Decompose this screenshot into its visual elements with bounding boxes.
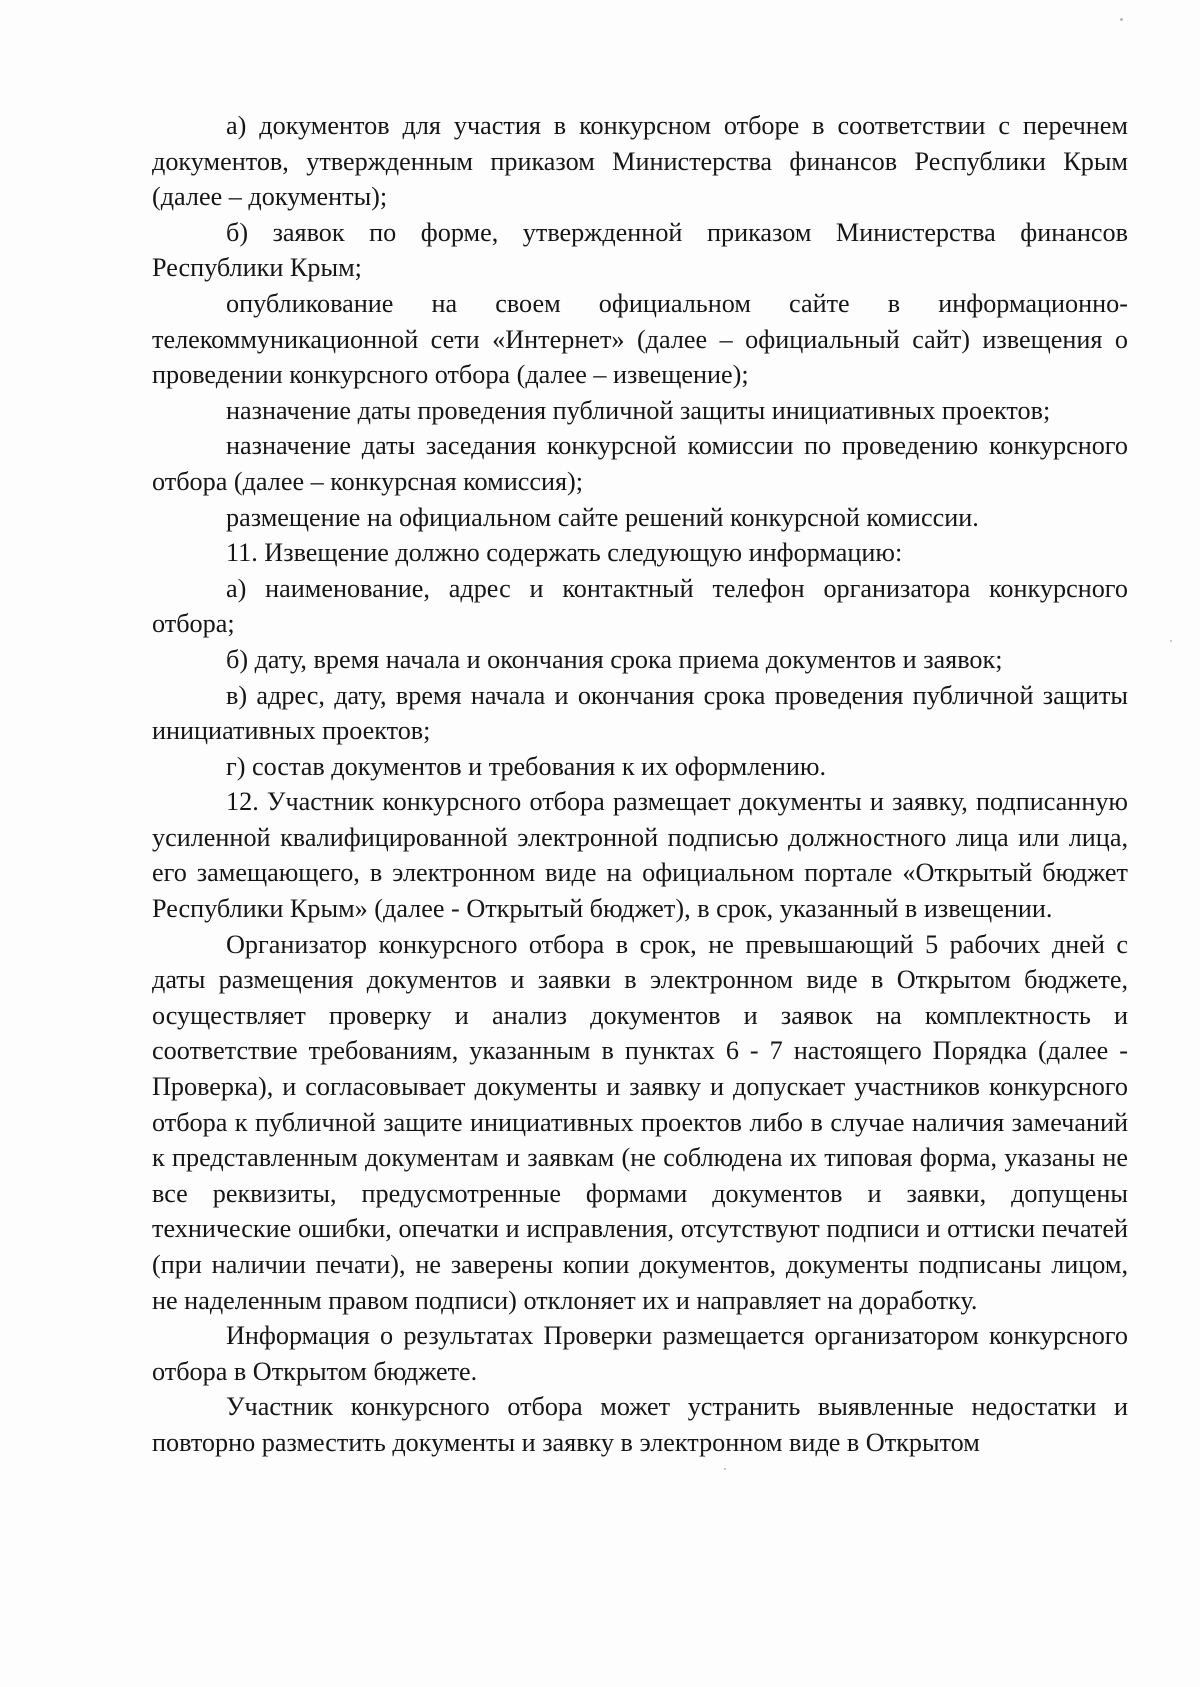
paragraph: б) дату, время начала и окончания срока приема документов и заявок; xyxy=(226,644,1003,674)
paragraph: в) адрес, дату, время начала и окончания срока проведения публичной защиты инициативных проектов; xyxy=(152,680,1128,746)
paragraph: размещение на официальном сайте решений конкурсной комиссии. xyxy=(226,502,979,532)
paragraph: г) состав документов и требования к их оформлению. xyxy=(226,751,827,781)
paragraph: Организатор конкурсного отбора в срок, не превышающий 5 рабочих дней с даты размещения документов и заявки в электронном виде в Открытом бюджете, осуществляет проверку и анализ документов и заявок на комплектность и соответствие требованиям, указанным в пунктах 6 - 7 настоящего Порядка (далее - Проверка), и согласовывает документы и заявку и допускает участников конкурсного отбора к публичной защите инициативных проектов либо в случае наличия замечаний к представленным документам и заявкам (не соблюдена их типовая форма, указаны не все реквизиты, предусмотренные формами документов и заявки, допущены технические ошибки, опечатки и исправления, отсутствуют подписи и оттиски печатей (при наличии печати), не заверены копии документов, документы подписаны лицом, не наделенным правом подписи) отклоняет их и направляет на доработку. xyxy=(152,929,1128,1315)
paragraph: 12. Участник конкурсного отбора размещает документы и заявку, подписанную усиленной квалифицированной электронной подписью должностного лица или лица, его замещающего, в электронном виде на официальном портале «Открытый бюджет Республики Крым» (далее - Открытый бюджет), в срок, указанный в извещении. xyxy=(152,787,1128,924)
paragraph: а) наименование, адрес и контактный телефон организатора конкурсного отбора; xyxy=(152,573,1128,639)
paragraph: а) документов для участия в конкурсном отборе в соответствии с перечнем документов, утвержденным приказом Министерства финансов Республики Крым (далее – документы); xyxy=(152,111,1128,212)
scan-speck xyxy=(724,1468,726,1470)
paragraph: назначение даты проведения публичной защиты инициативных проектов; xyxy=(226,395,1051,425)
paragraph: Информация о результатах Проверки размещается организатором конкурсного отбора в Открытом бюджете. xyxy=(152,1321,1128,1386)
paragraph: 11. Извещение должно содержать следующую информацию: xyxy=(226,538,903,568)
document-body xyxy=(152,108,1128,1461)
paragraph: назначение даты заседания конкурсной комиссии по проведению конкурсного отбора (далее – конкурсная комиссия); xyxy=(152,431,1128,496)
scan-speck xyxy=(1170,640,1172,642)
paragraph: опубликование на своем официальном сайте в информационно-телекоммуникационной сети «Интернет» (далее – официальный сайт) извещения о проведении конкурсного отбора (далее – извещение); xyxy=(152,288,1128,390)
scan-speck xyxy=(1120,18,1123,21)
paragraph: Участник конкурсного отбора может устранить выявленные недостатки и повторно разместить документы и заявку в электронном виде в Открытом xyxy=(152,1392,1128,1457)
paragraph: б) заявок по форме, утвержденной приказом Министерства финансов Республики Крым; xyxy=(152,217,1128,283)
